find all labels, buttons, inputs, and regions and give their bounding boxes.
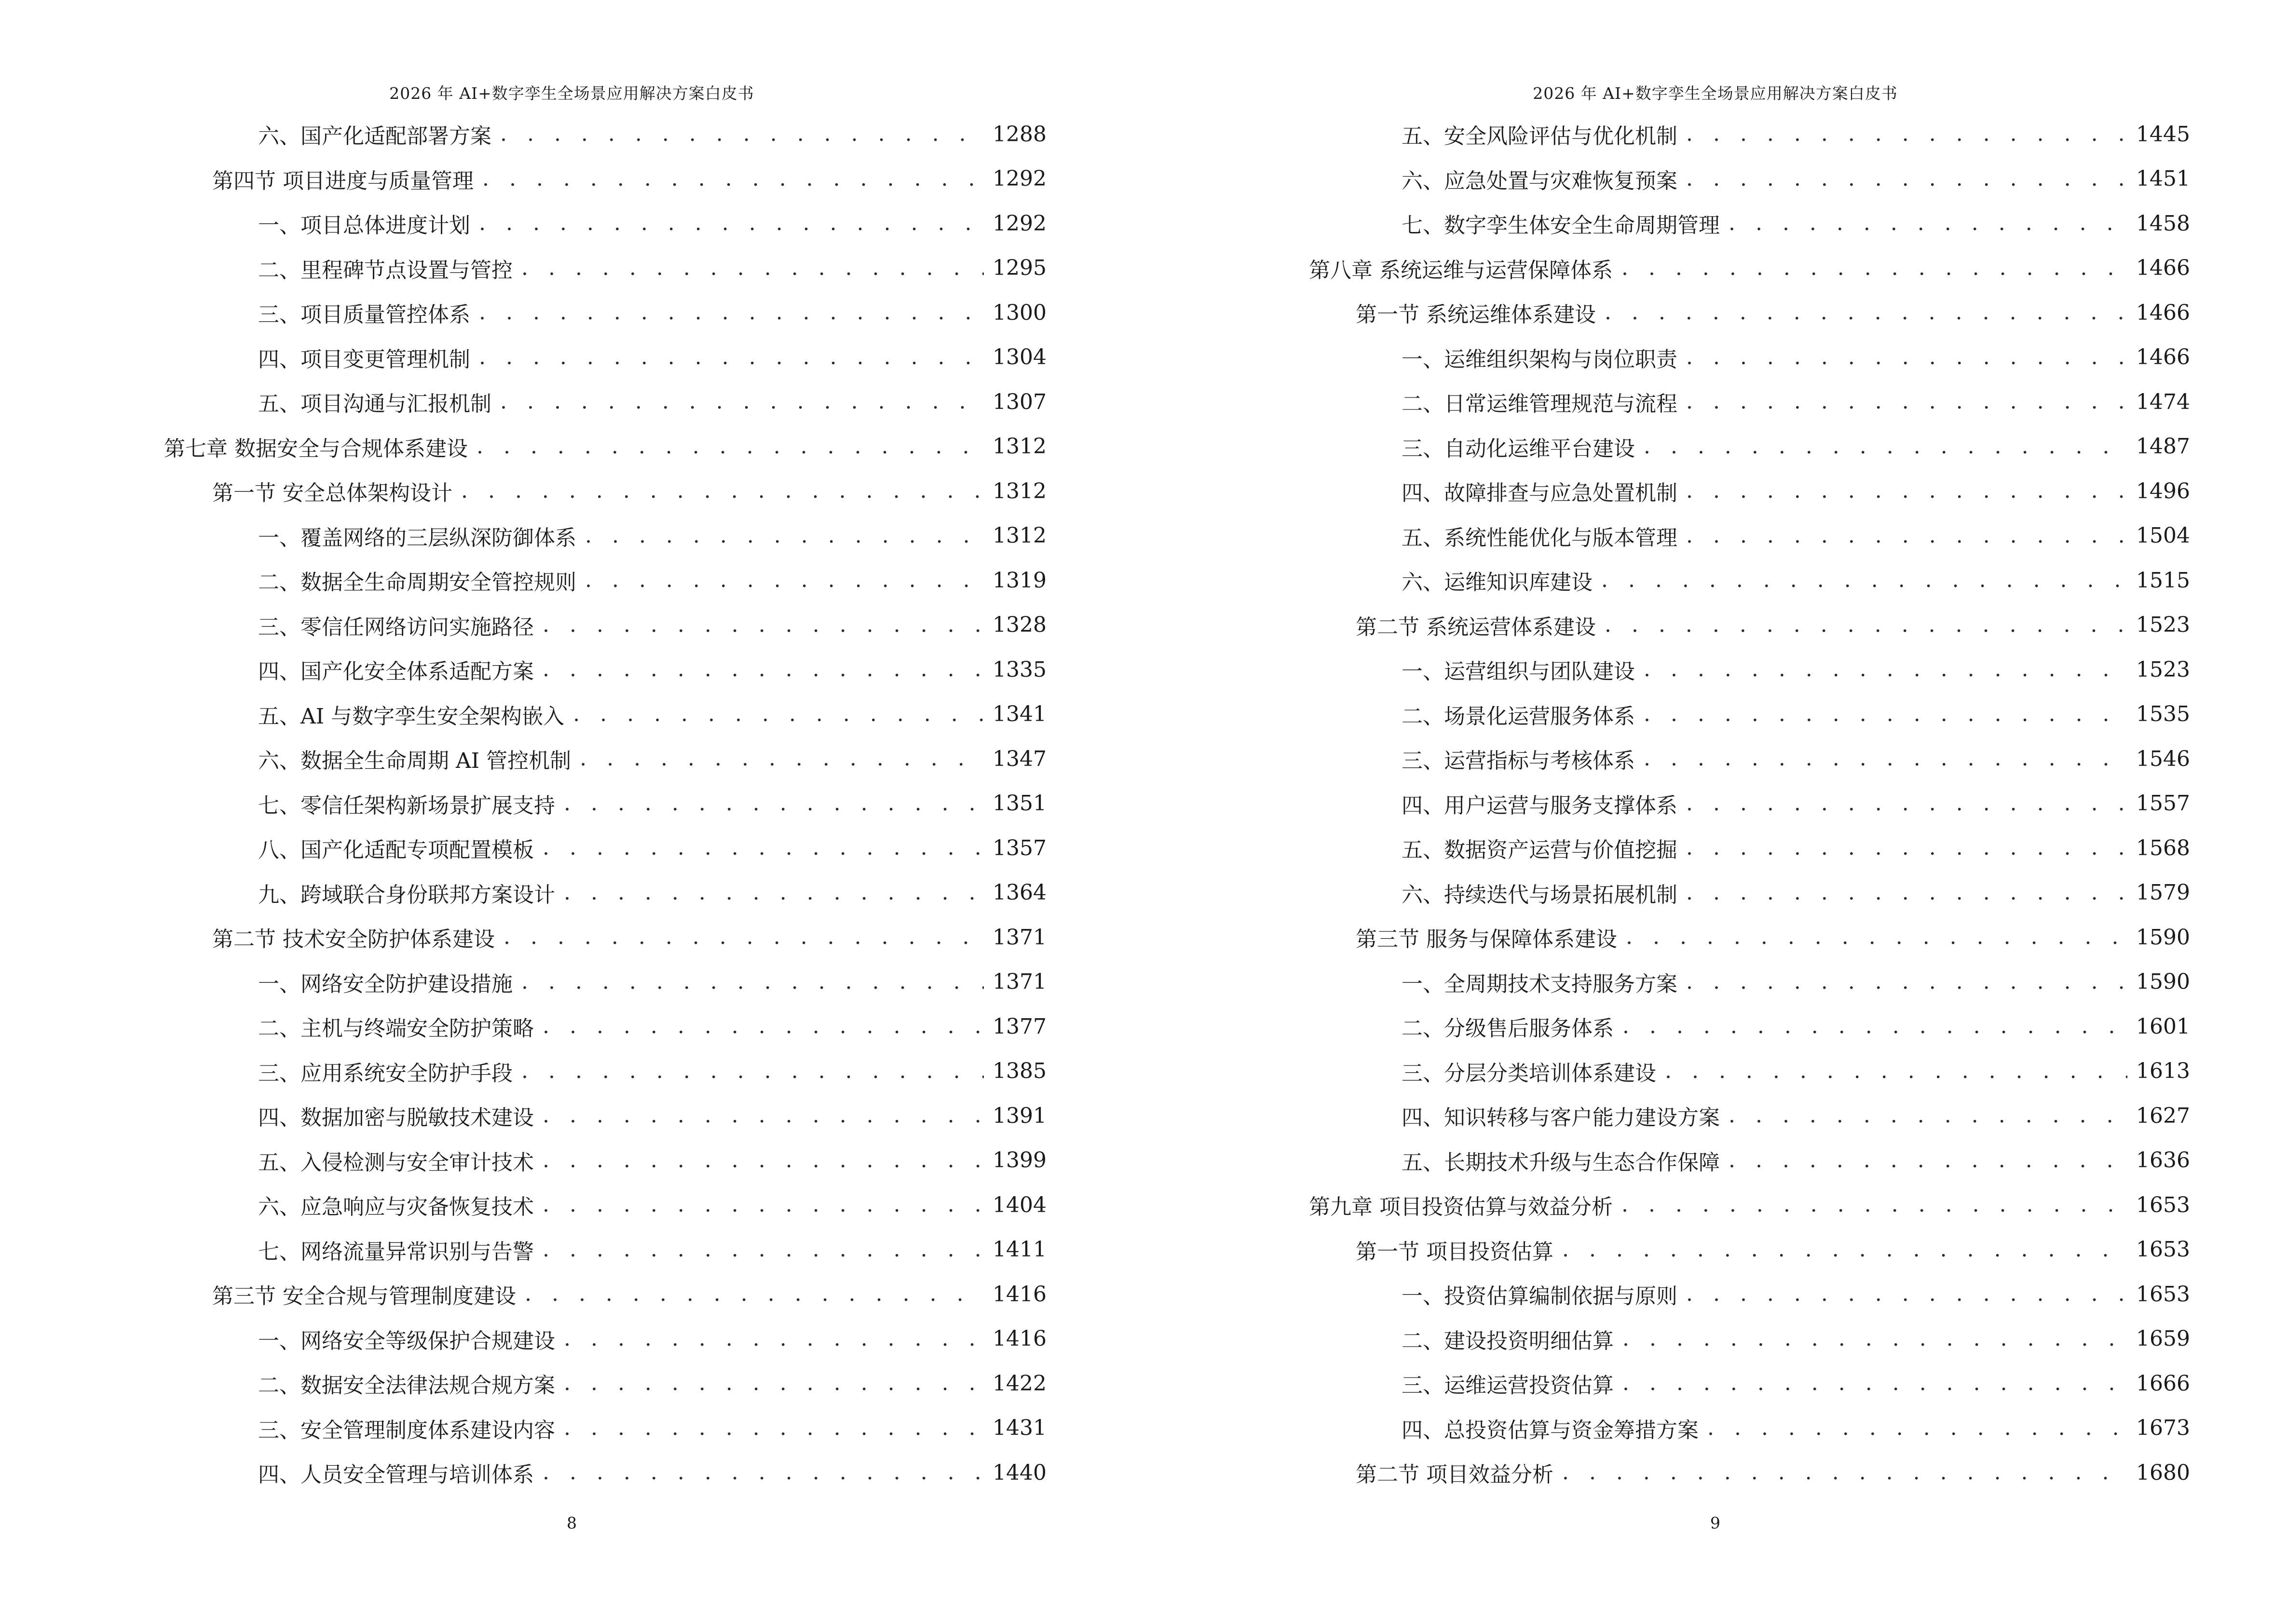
dot-leader (543, 1459, 984, 1486)
toc-entry-title: 三、项目质量管控体系 (258, 302, 470, 327)
toc-entry[interactable] (258, 1093, 1047, 1138)
toc-entry-page: 1458 (2136, 211, 2190, 236)
dot-leader (1644, 701, 2127, 728)
toc-entry-title: 第一节 项目投资估算 (1356, 1239, 1553, 1264)
toc-entry-page: 1515 (2136, 568, 2190, 593)
toc-entry[interactable] (1402, 1093, 2190, 1138)
toc-entry-page: 1364 (993, 880, 1047, 905)
toc-entry-page: 1292 (993, 211, 1047, 236)
dot-leader (1686, 344, 2127, 371)
dot-leader (525, 1281, 984, 1308)
toc-entry-title: 一、投资估算编制依据与原则 (1402, 1284, 1677, 1309)
toc-entry[interactable] (258, 1004, 1047, 1049)
toc-entry[interactable] (258, 335, 1047, 380)
toc-entry-title: 六、数据全生命周期 AI 管控机制 (258, 749, 572, 773)
dot-leader (1686, 478, 2127, 505)
toc-entry-page: 1319 (993, 568, 1047, 593)
toc-entry-page: 1416 (993, 1282, 1047, 1307)
toc-entry-page: 1487 (2136, 434, 2190, 459)
toc-entry-page: 1351 (993, 791, 1047, 816)
toc-entry-page: 1613 (2136, 1059, 2190, 1083)
dot-leader (1686, 388, 2127, 415)
dot-leader (564, 879, 984, 906)
toc-entry-page: 1523 (2136, 657, 2190, 682)
toc-entry-page: 1328 (993, 613, 1047, 637)
toc-entry-title: 第二节 系统运营体系建设 (1356, 614, 1596, 640)
toc-entry-page: 1377 (993, 1014, 1047, 1039)
dot-leader (461, 478, 984, 505)
toc-entry[interactable] (258, 1361, 1047, 1406)
toc-entry-title: 二、日常运维管理规范与流程 (1402, 392, 1677, 416)
toc-entry-title: 第八章 系统运维与运营保障体系 (1309, 258, 1613, 283)
dot-leader (521, 255, 984, 282)
toc-entry-title: 第三节 安全合规与管理制度建设 (212, 1284, 516, 1309)
toc-entry-title: 一、全周期技术支持服务方案 (1402, 971, 1677, 996)
toc-entry[interactable] (1402, 871, 2190, 915)
toc-entry[interactable] (1402, 514, 2190, 558)
toc-entry[interactable] (1402, 157, 2190, 201)
toc-entry-page: 1391 (993, 1103, 1047, 1128)
toc-entry-title: 四、人员安全管理与培训体系 (258, 1462, 534, 1487)
toc-entry-page: 1341 (993, 702, 1047, 726)
toc-entry-title: 五、安全风险评估与优化机制 (1402, 124, 1677, 149)
toc-entry[interactable] (258, 290, 1047, 335)
toc-entry-page: 1466 (2136, 300, 2190, 325)
toc-entry-page: 1636 (2136, 1148, 2190, 1173)
toc-entry-page: 1653 (2136, 1192, 2190, 1217)
dot-leader (543, 1102, 984, 1129)
toc-entry[interactable] (258, 1049, 1047, 1093)
toc-entry-page: 1466 (2136, 345, 2190, 369)
dot-leader (1707, 1415, 2127, 1442)
dot-leader (1686, 879, 2127, 906)
toc-entry-title: 九、跨域联合身份联邦方案设计 (258, 882, 555, 907)
toc-entry-title: 七、网络流量异常识别与告警 (258, 1239, 534, 1264)
toc-entry[interactable] (1402, 201, 2190, 246)
toc-entry[interactable] (1356, 1450, 2190, 1495)
toc-entry-page: 1440 (993, 1460, 1047, 1485)
toc-entry[interactable] (1402, 380, 2190, 424)
toc-entry-title: 一、网络安全等级保护合规建设 (258, 1328, 555, 1353)
toc-entry[interactable] (212, 157, 1047, 201)
dot-leader (1626, 924, 2127, 951)
dot-leader (1644, 656, 2127, 683)
toc-entry-page: 1474 (2136, 389, 2190, 414)
toc-entry-title: 一、运营组织与团队建设 (1402, 659, 1635, 684)
toc-entry-title: 一、项目总体进度计划 (258, 213, 470, 238)
dot-leader (1562, 1236, 2127, 1263)
toc-entry-page: 1347 (993, 746, 1047, 771)
toc-entry-page: 1659 (2136, 1326, 2190, 1351)
dot-leader (521, 1058, 984, 1085)
dot-leader (1686, 121, 2127, 148)
toc-entry[interactable] (258, 514, 1047, 558)
toc-entry-page: 1579 (2136, 880, 2190, 905)
dot-leader (1686, 1281, 2127, 1308)
toc-entry-page: 1535 (2136, 702, 2190, 726)
toc-entry-page: 1601 (2136, 1014, 2190, 1039)
toc-entry-title: 二、分级售后服务体系 (1402, 1016, 1614, 1041)
toc-entry[interactable] (212, 1272, 1047, 1316)
toc-entry-title: 第三节 服务与保障体系建设 (1356, 927, 1617, 952)
toc-entry-page: 1523 (2136, 613, 2190, 637)
toc-entry-title: 三、应用系统安全防护手段 (258, 1061, 513, 1086)
toc-entry-title: 五、AI 与数字孪生安全架构嵌入 (258, 704, 565, 729)
toc-entry-title: 五、项目沟通与汇报机制 (258, 392, 491, 416)
toc-entry-title: 三、分层分类培训体系建设 (1402, 1061, 1656, 1086)
running-header: 2026 年 AI+数字孪生全场景应用解决方案白皮书 (389, 84, 754, 103)
dot-leader (1605, 612, 2127, 639)
toc-entry[interactable] (258, 737, 1047, 781)
dot-leader (580, 745, 984, 772)
toc-entry[interactable] (258, 1450, 1047, 1495)
toc-entry-title: 第九章 项目投资估算与效益分析 (1309, 1195, 1613, 1219)
toc-entry[interactable] (1402, 647, 2190, 692)
toc-entry[interactable] (258, 871, 1047, 915)
toc-entry[interactable] (258, 781, 1047, 826)
dot-leader (564, 1325, 984, 1352)
toc-entry[interactable] (1402, 1049, 2190, 1093)
dot-leader (1686, 834, 2127, 861)
toc-entry-page: 1445 (2136, 122, 2190, 147)
toc-entry-page: 1568 (2136, 835, 2190, 860)
toc-entry-page: 1300 (993, 300, 1047, 325)
toc-entry-page: 1385 (993, 1059, 1047, 1083)
toc-entry-page: 1653 (2136, 1282, 2190, 1307)
toc-entry[interactable] (1402, 112, 2190, 156)
toc-entry-page: 1295 (993, 256, 1047, 280)
dot-leader (543, 612, 984, 639)
dot-leader (1644, 745, 2127, 772)
dot-leader (1686, 165, 2127, 192)
dot-leader (1622, 1370, 2127, 1397)
toc-entry-page: 1335 (993, 657, 1047, 682)
toc-entry-page: 1627 (2136, 1103, 2190, 1128)
toc-entry[interactable] (212, 915, 1047, 959)
dot-leader (500, 388, 984, 415)
toc-entry[interactable] (1402, 826, 2190, 870)
toc-entry-page: 1431 (993, 1416, 1047, 1440)
dot-leader (543, 656, 984, 683)
dot-leader (585, 567, 984, 594)
toc-entry-title: 第一节 系统运维体系建设 (1356, 302, 1596, 327)
dot-leader (1665, 1058, 2127, 1085)
toc-entry-title: 六、应急处置与灾难恢复预案 (1402, 168, 1677, 193)
toc-entry[interactable] (258, 380, 1047, 424)
toc-entry-page: 1357 (993, 835, 1047, 860)
toc-entry-title: 二、场景化运营服务体系 (1402, 704, 1635, 729)
toc-entry-title: 一、运维组织架构与岗位职责 (1402, 347, 1677, 372)
toc-entry-page: 1557 (2136, 791, 2190, 816)
dot-leader (1686, 790, 2127, 817)
toc-entry[interactable] (258, 826, 1047, 870)
dot-leader (500, 121, 984, 148)
toc-entry[interactable] (1402, 335, 2190, 380)
toc-entry[interactable] (1402, 1406, 2190, 1450)
dot-leader (1644, 433, 2127, 460)
toc-entry-page: 1416 (993, 1326, 1047, 1351)
dot-leader (543, 1236, 984, 1263)
toc-entry-page: 1590 (2136, 969, 2190, 994)
toc-entry-page: 1451 (2136, 166, 2190, 191)
toc-entry[interactable] (164, 424, 1047, 469)
toc-entry-title: 二、数据全生命周期安全管控规则 (258, 570, 576, 595)
toc-entry-title: 二、主机与终端安全防护策略 (258, 1016, 534, 1041)
toc-entry[interactable] (1402, 781, 2190, 826)
toc-entry-title: 一、覆盖网络的三层纵深防御体系 (258, 525, 576, 550)
dot-leader (543, 1147, 984, 1174)
toc-entry[interactable] (258, 647, 1047, 692)
page-number: 9 (1710, 1514, 1720, 1532)
toc-entry-title: 五、数据资产运营与价值挖掘 (1402, 838, 1677, 862)
toc-entry-title: 四、总投资估算与资金筹措方案 (1402, 1418, 1699, 1443)
dot-leader (585, 522, 984, 549)
toc-entry-page: 1307 (993, 389, 1047, 414)
toc-entry-page: 1673 (2136, 1416, 2190, 1440)
toc-entry-page: 1411 (993, 1237, 1047, 1262)
toc-entry-title: 三、安全管理制度体系建设内容 (258, 1418, 555, 1443)
toc-entry-title: 四、项目变更管理机制 (258, 347, 470, 372)
toc-entry-page: 1590 (2136, 925, 2190, 950)
toc-entry-title: 四、用户运营与服务支撑体系 (1402, 793, 1677, 818)
dot-leader (521, 969, 984, 996)
toc-entry[interactable] (258, 558, 1047, 602)
toc-entry[interactable] (258, 1183, 1047, 1227)
toc-entry-page: 1399 (993, 1148, 1047, 1173)
toc-entry-title: 五、入侵检测与安全审计技术 (258, 1150, 534, 1175)
toc-entry-page: 1496 (2136, 478, 2190, 504)
toc-entry-title: 五、长期技术升级与生态合作保障 (1402, 1150, 1720, 1175)
toc-entry-page: 1304 (993, 345, 1047, 369)
toc-entry[interactable] (258, 1406, 1047, 1450)
dot-leader (564, 790, 984, 817)
toc-entry-title: 第七章 数据安全与合规体系建设 (164, 436, 468, 461)
dot-leader (1686, 969, 2127, 996)
toc-entry[interactable] (1356, 915, 2190, 959)
toc-entry-title: 一、网络安全防护建设措施 (258, 971, 513, 996)
toc-entry-page: 1422 (993, 1371, 1047, 1396)
toc-entry-title: 第二节 项目效益分析 (1356, 1462, 1553, 1487)
toc-entry-page: 1666 (2136, 1371, 2190, 1396)
toc-entry-page: 1680 (2136, 1460, 2190, 1485)
dot-leader (1622, 1325, 2127, 1352)
toc-entry-title: 四、故障排查与应急处置机制 (1402, 481, 1677, 505)
toc-entry-title: 四、国产化安全体系适配方案 (258, 659, 534, 684)
toc-entry[interactable] (1356, 290, 2190, 335)
right-page (1144, 0, 2287, 1624)
toc-entry[interactable] (258, 112, 1047, 156)
page-number: 8 (567, 1514, 577, 1532)
dot-leader (476, 433, 984, 460)
dot-leader (1562, 1459, 2127, 1486)
toc-entry-title: 七、数字孪生体安全生命周期管理 (1402, 213, 1720, 238)
dot-leader (1621, 255, 2127, 282)
toc-entry-title: 六、应急响应与灾备恢复技术 (258, 1195, 534, 1219)
dot-leader (1729, 1102, 2127, 1129)
dot-leader (1601, 567, 2127, 594)
toc-entry[interactable] (1402, 1004, 2190, 1049)
toc-entry[interactable] (1402, 1272, 2190, 1316)
toc-entry[interactable] (258, 246, 1047, 290)
dot-leader (543, 1013, 984, 1040)
dot-leader (479, 299, 984, 326)
toc-entry-page: 1371 (993, 969, 1047, 994)
toc-entry-title: 五、系统性能优化与版本管理 (1402, 525, 1677, 550)
toc-entry-title: 三、运营指标与考核体系 (1402, 749, 1635, 773)
toc-entry[interactable] (1402, 692, 2190, 737)
toc-entry-title: 四、知识转移与客户能力建设方案 (1402, 1105, 1720, 1130)
toc-entry-title: 八、国产化适配专项配置模板 (258, 838, 534, 862)
toc-entry[interactable] (258, 1317, 1047, 1361)
toc-entry-title: 六、运维知识库建设 (1402, 570, 1593, 595)
toc-entry-title: 三、自动化运维平台建设 (1402, 436, 1635, 461)
toc-entry[interactable] (1402, 1317, 2190, 1361)
toc-entry-title: 六、国产化适配部署方案 (258, 124, 491, 149)
toc-entry-page: 1653 (2136, 1237, 2190, 1262)
dot-leader (479, 210, 984, 237)
toc-entry-title: 三、零信任网络访问实施路径 (258, 614, 534, 640)
toc-entry-title: 六、持续迭代与场景拓展机制 (1402, 882, 1677, 907)
toc-entry[interactable] (258, 201, 1047, 246)
dot-leader (573, 701, 984, 728)
toc-entry[interactable] (1402, 1138, 2190, 1183)
toc-entry[interactable] (258, 1138, 1047, 1183)
toc-entry-title: 三、运维运营投资估算 (1402, 1373, 1614, 1398)
toc-entry-page: 1292 (993, 166, 1047, 191)
toc-entry[interactable] (1402, 424, 2190, 469)
running-header: 2026 年 AI+数字孪生全场景应用解决方案白皮书 (1533, 84, 1898, 103)
toc-entry-title: 四、数据加密与脱敏技术建设 (258, 1105, 534, 1130)
toc-entry[interactable] (1356, 603, 2190, 647)
toc-entry-page: 1466 (2136, 256, 2190, 280)
dot-leader (1729, 1147, 2127, 1174)
dot-leader (1729, 210, 2127, 237)
toc-entry-page: 1371 (993, 925, 1047, 950)
toc-entry[interactable] (1402, 737, 2190, 781)
toc-entry[interactable] (212, 469, 1047, 513)
toc-entry-page: 1404 (993, 1192, 1047, 1217)
toc-entry-page: 1312 (993, 478, 1047, 504)
toc-entry[interactable] (258, 603, 1047, 647)
dot-leader (543, 834, 984, 861)
toc-entry-title: 七、零信任架构新场景扩展支持 (258, 793, 555, 818)
toc-entry-title: 第二节 技术安全防护体系建设 (212, 927, 495, 952)
toc-entry[interactable] (1309, 246, 2190, 290)
dot-leader (482, 165, 984, 192)
toc-entry-page: 1312 (993, 434, 1047, 459)
toc-entry-page: 1546 (2136, 746, 2190, 771)
dot-leader (479, 344, 984, 371)
toc-entry[interactable] (1402, 1361, 2190, 1406)
toc-entry[interactable] (258, 692, 1047, 737)
toc-entry[interactable] (258, 1228, 1047, 1272)
toc-entry-title: 二、建设投资明细估算 (1402, 1328, 1614, 1353)
toc-entry-title: 二、数据安全法律法规合规方案 (258, 1373, 555, 1398)
toc-entry[interactable] (1356, 1228, 2190, 1272)
dot-leader (1605, 299, 2127, 326)
toc-entry-title: 第四节 项目进度与质量管理 (212, 168, 474, 193)
toc-entry[interactable] (1402, 469, 2190, 513)
toc-entry-page: 1288 (993, 122, 1047, 147)
dot-leader (564, 1415, 984, 1442)
toc-entry-title: 第一节 安全总体架构设计 (212, 481, 452, 505)
toc-entry[interactable] (258, 960, 1047, 1004)
dot-leader (1686, 522, 2127, 549)
toc-entry[interactable] (1309, 1183, 2190, 1227)
dot-leader (504, 924, 984, 951)
toc-entry-page: 1312 (993, 523, 1047, 548)
dot-leader (543, 1191, 984, 1218)
dot-leader (1622, 1013, 2127, 1040)
toc-entry[interactable] (1402, 960, 2190, 1004)
toc-entry-title: 二、里程碑节点设置与管控 (258, 258, 513, 283)
toc-entry[interactable] (1402, 558, 2190, 602)
dot-leader (1621, 1191, 2127, 1218)
toc-entry-page: 1504 (2136, 523, 2190, 548)
dot-leader (564, 1370, 984, 1397)
